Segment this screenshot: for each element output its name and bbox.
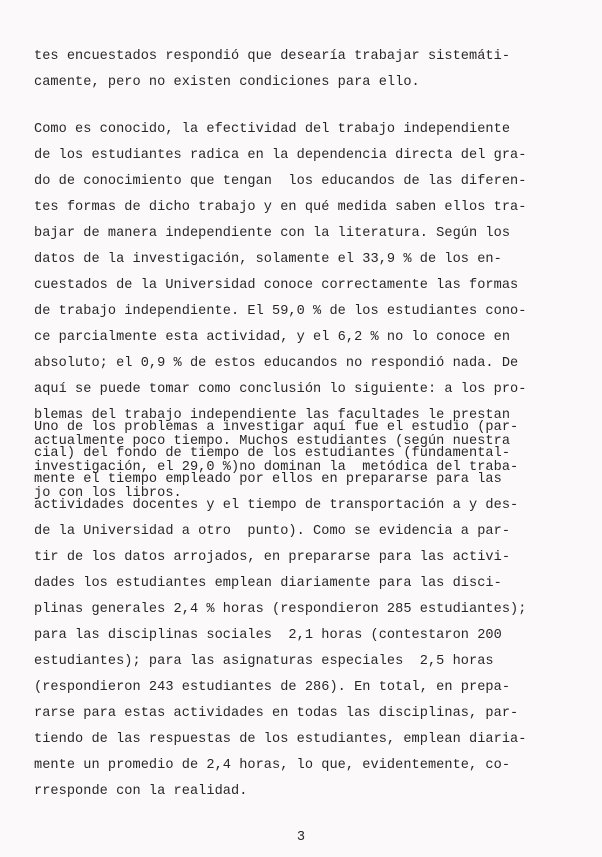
text-line: (respondieron 243 estudiantes de 286). En total, en prepa- bbox=[34, 680, 511, 695]
text-line: tiendo de las respuestas de los estudiantes, emplean diaria- bbox=[34, 732, 527, 747]
text-line: estudiantes); para las asignaturas especiales 2,5 horas bbox=[34, 654, 494, 669]
text-line: blemas del trabajo independiente las facultades le prestan bbox=[34, 408, 511, 423]
text-line: para las disciplinas sociales 2,1 horas (contestaron 200 bbox=[34, 628, 502, 643]
text-line: plinas generales 2,4 % horas (respondieron 285 estudiantes); bbox=[34, 602, 527, 617]
text-line: Como es conocido, la efectividad del trabajo independiente bbox=[34, 122, 511, 137]
text-line: aquí se puede tomar como conclusión lo siguiente: a los pro- bbox=[34, 382, 527, 397]
text-line: Uno de los problemas a investigar aquí fue el estudio (par- bbox=[34, 420, 519, 435]
text-line: tes formas de dicho trabajo y en qué medida saben ellos tra- bbox=[34, 200, 527, 215]
text-line: tir de los datos arrojados, en prepararse para las activi- bbox=[34, 550, 511, 565]
text-line: tes encuestados respondió que desearía trabajar sistemáti- bbox=[34, 49, 511, 64]
text-line: rresponde con la realidad. bbox=[34, 784, 248, 799]
text-line: jo con los libros. bbox=[34, 486, 182, 501]
text-line: de la Universidad a otro punto). Como se evidencia a par- bbox=[34, 524, 511, 539]
paragraph-3 bbox=[34, 415, 579, 805]
text-line: investigación, el 29,0 %)no dominan la metódica del traba- bbox=[34, 460, 519, 475]
paragraph-1 bbox=[34, 44, 579, 96]
text-line: cuestados de la Universidad conoce correctamente las formas bbox=[34, 278, 519, 293]
text-line: de trabajo independiente. El 59,0 % de los estudiantes cono- bbox=[34, 304, 527, 319]
text-line: absoluto; el 0,9 % de estos educandos no respondió nada. De bbox=[34, 356, 519, 371]
page-number: 3 bbox=[296, 830, 306, 845]
text-line: do de conocimiento que tengan los educandos de las diferen- bbox=[34, 174, 527, 189]
text-line: rarse para estas actividades en todas las disciplinas, par- bbox=[34, 706, 519, 721]
text-line: actualmente poco tiempo. Muchos estudiantes (según nuestra bbox=[34, 434, 511, 449]
text-line: actividades docentes y el tiempo de transportación a y des- bbox=[34, 498, 519, 513]
text-line: cial) del fondo de tiempo de los estudiantes (fundamental- bbox=[34, 446, 511, 461]
text-line: camente, pero no existen condiciones para ello. bbox=[34, 75, 420, 90]
text-line: mente el tiempo empleado por ellos en prepararse para las bbox=[34, 472, 502, 487]
text-line: mente un promedio de 2,4 horas, lo que, evidentemente, co- bbox=[34, 758, 511, 773]
text-line: de los estudiantes radica en la dependencia directa del gra- bbox=[34, 148, 527, 163]
text-line: datos de la investigación, solamente el 33,9 % de los en- bbox=[34, 252, 502, 267]
text-line: bajar de manera independiente con la literatura. Según los bbox=[34, 226, 511, 241]
text-line: ce parcialmente esta actividad, y el 6,2 % no lo conoce en bbox=[34, 330, 511, 345]
text-line: dades los estudiantes emplean diariamente para las disci- bbox=[34, 576, 502, 591]
